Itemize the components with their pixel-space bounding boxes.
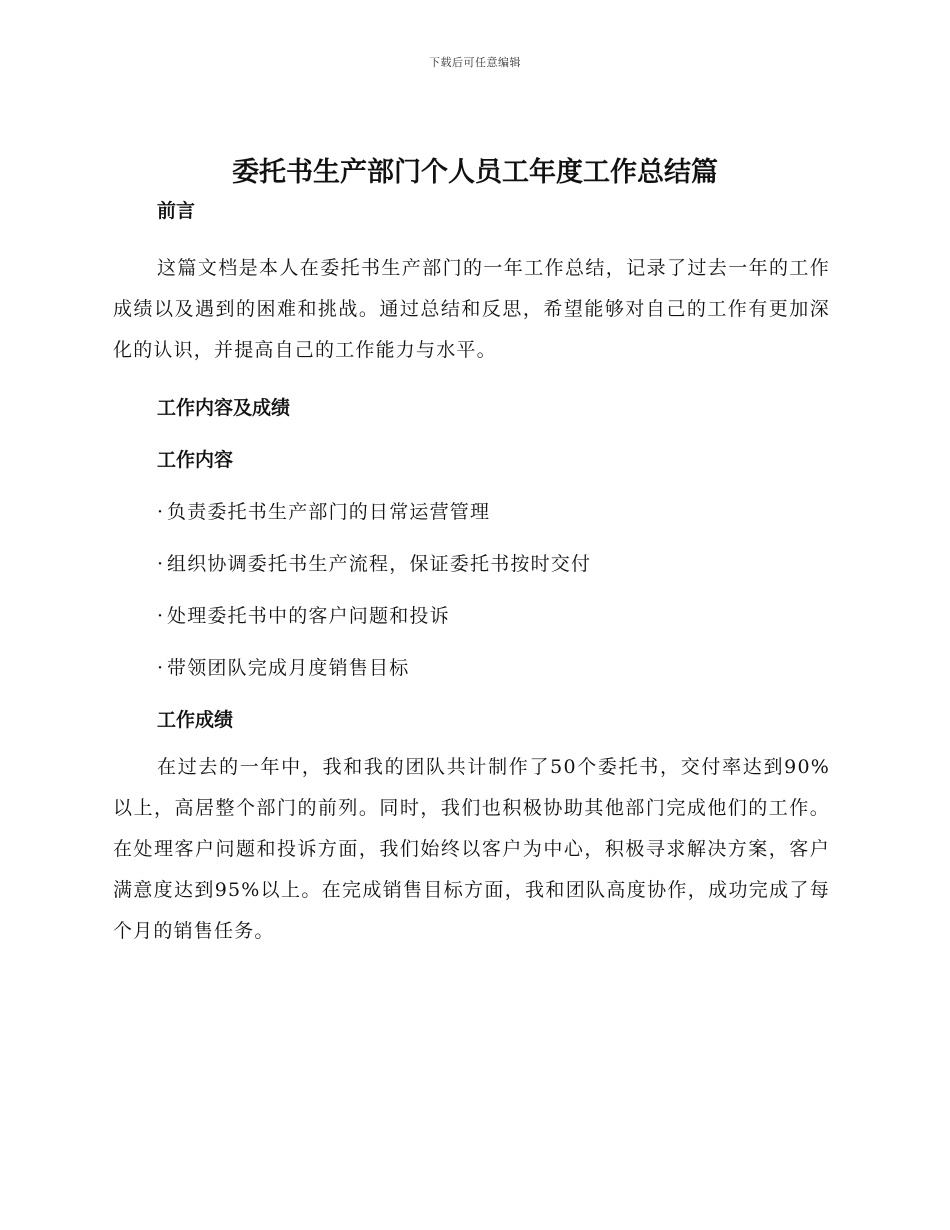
bullet-mark: ·: [157, 501, 165, 523]
bullet-mark: ·: [157, 553, 165, 575]
list-item: [113, 549, 830, 579]
work-section-heading: 工作内容及成绩: [157, 397, 291, 419]
list-item-text: 组织协调委托书生产流程，保证委托书按时交付: [167, 553, 592, 575]
list-item: [113, 497, 830, 527]
document-title: 委托书生产部门个人员工年度工作总结篇: [232, 157, 718, 188]
work-content-heading: 工作内容: [157, 449, 234, 471]
list-item: [113, 653, 830, 683]
page-header-note: 下载后可任意编辑: [429, 56, 521, 69]
document-body: [113, 196, 830, 952]
preface-paragraph: 这篇文档是本人在委托书生产部门的一年工作总结，记录了过去一年的工作成绩以及遇到的困难和挑战。通过总结和反思，希望能够对自己的工作有更加深化的认识，并提高自己的工作能力与水平。: [113, 257, 830, 361]
list-item-text: 处理委托书中的客户问题和投诉: [167, 605, 450, 627]
bullet-mark: ·: [157, 657, 165, 679]
list-item-text: 负责委托书生产部门的日常运营管理: [167, 501, 491, 523]
list-item: [113, 601, 830, 631]
list-item-text: 带领团队完成月度销售目标: [167, 657, 410, 679]
achievements-heading: 工作成绩: [157, 709, 234, 731]
preface-heading: 前言: [157, 200, 196, 222]
bullet-mark: ·: [157, 605, 165, 627]
achievements-paragraph: 在过去的一年中，我和我的团队共计制作了50个委托书，交付率达到90%以上，高居整个部门的前列。同时，我们也积极协助其他部门完成他们的工作。在处理客户问题和投诉方面，我们始终以客户为中心，积极寻求解决方案，客户满意度达到95%以上。在完成销售目标方面，我和团队高度协作，成功完成了每个月的销售任务。: [113, 756, 830, 942]
